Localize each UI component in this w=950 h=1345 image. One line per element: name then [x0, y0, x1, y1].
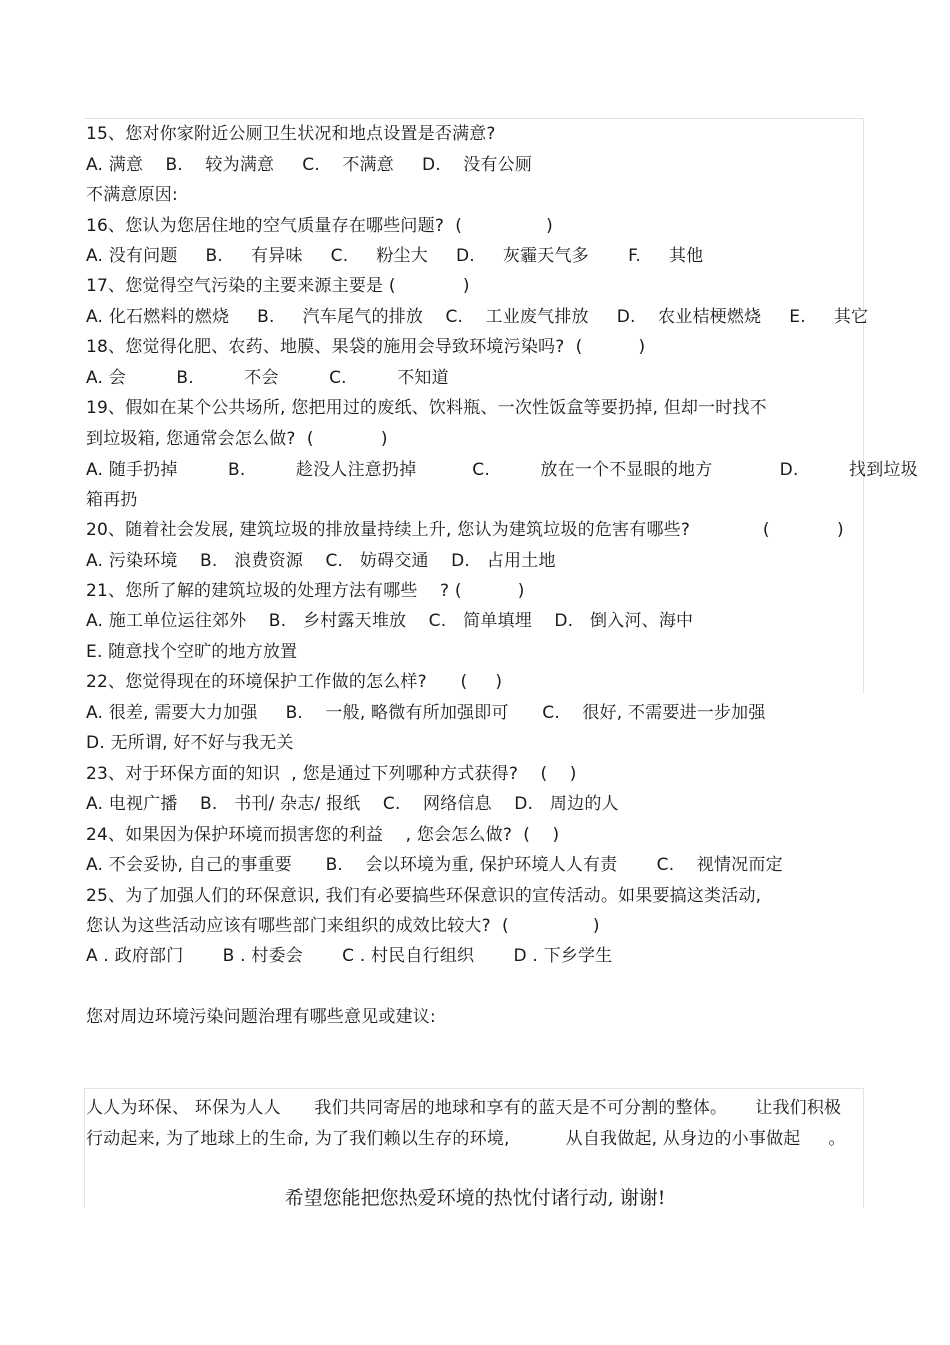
q17-options: A. 化石燃料的燃烧 B. 汽车尾气的排放 C. 工业废气排放 D. 农业桔梗燃烧 E. 其它: [86, 307, 869, 327]
opinion-prompt: 您对周边环境污染问题治理有哪些意见或建议:: [86, 1007, 436, 1027]
q21-question: 21、您所了解的建筑垃圾的处理方法有哪些 ? ( ): [86, 581, 525, 601]
q16-options: A. 没有问题 B. 有异味 C. 粉尘大 D. 灰霾天气多 F. 其他: [86, 246, 704, 266]
q25-question-line2: 您认为这些活动应该有哪些部门来组织的成效比较大? ( ): [86, 916, 600, 936]
q15-options: A. 满意 B. 较为满意 C. 不满意 D. 没有公厕: [86, 155, 533, 175]
q23-question: 23、对于环保方面的知识 , 您是通过下列哪种方式获得? ( ): [86, 764, 577, 784]
q19-question-line2: 到垃圾箱, 您通常会怎么做? ( ): [86, 429, 388, 449]
slogan-line-2: 行动起来, 为了地球上的生命, 为了我们赖以生存的环境, 从自我做起, 从身边的小事做起 。: [86, 1129, 846, 1149]
q25-options: A . 政府部门 B . 村委会 C . 村民自行组织 D . 下乡学生: [86, 946, 613, 966]
closing-message: 希望您能把您热爱环境的热忱付诸行动, 谢谢!: [284, 1187, 666, 1209]
q18-question: 18、您觉得化肥、农药、地膜、果袋的施用会导致环境污染吗? ( ): [86, 337, 646, 357]
q21-options-line2: E. 随意找个空旷的地方放置: [86, 642, 298, 662]
q20-question: 20、随着社会发展, 建筑垃圾的排放量持续上升, 您认为建筑垃圾的危害有哪些? ( ): [86, 520, 844, 540]
q24-question: 24、如果因为保护环境而损害您的利益 , 您会怎么做? ( ): [86, 825, 560, 845]
q25-question-line1: 25、为了加强人们的环保意识, 我们有必要搞些环保意识的宣传活动。如果要搞这类活动,: [86, 886, 762, 906]
q24-options: A. 不会妥协, 自己的事重要 B. 会以环境为重, 保护环境人人有责 C. 视情况而定: [86, 855, 783, 875]
frame-right-line-upper: [863, 118, 864, 693]
q19-question-line1: 19、假如在某个公共场所, 您把用过的废纸、饮料瓶、一次性饭盒等要扔掉, 但却一时找不: [86, 398, 767, 418]
q22-question: 22、您觉得现在的环境保护工作做的怎么样? ( ): [86, 672, 503, 692]
q19-options-line1: A. 随手扔掉 B. 趁没人注意扔掉 C. 放在一个不显眼的地方 D. 找到垃圾: [86, 460, 918, 480]
q15-question: 15、您对你家附近公厕卫生状况和地点设置是否满意?: [86, 124, 496, 144]
q20-options: A. 污染环境 B. 浪费资源 C. 妨碍交通 D. 占用土地: [86, 551, 556, 571]
q15-reason: 不满意原因:: [86, 185, 178, 205]
q21-options-line1: A. 施工单位运往郊外 B. 乡村露天堆放 C. 简单填埋 D. 倒入河、海中: [86, 611, 694, 631]
q18-options: A. 会 B. 不会 C. 不知道: [86, 368, 449, 388]
q23-options: A. 电视广播 B. 书刊/ 杂志/ 报纸 C. 网络信息 D. 周边的人: [86, 794, 619, 814]
slogan-line-1: 人人为环保、 环保为人人 我们共同寄居的地球和享有的蓝天是不可分割的整体。 让我们积极: [86, 1098, 842, 1118]
frame-top-line-lower: [84, 1088, 864, 1089]
q22-options-line1: A. 很差, 需要大力加强 B. 一般, 略微有所加强即可 C. 很好, 不需要进一步加强: [86, 703, 766, 723]
q17-question: 17、您觉得空气污染的主要来源主要是 ( ): [86, 276, 470, 296]
q19-options-line2: 箱再扔: [86, 490, 138, 510]
frame-top-line: [84, 118, 864, 119]
q22-options-line2: D. 无所谓, 好不好与我无关: [86, 733, 294, 753]
q16-question: 16、您认为您居住地的空气质量存在哪些问题? ( ): [86, 216, 553, 236]
